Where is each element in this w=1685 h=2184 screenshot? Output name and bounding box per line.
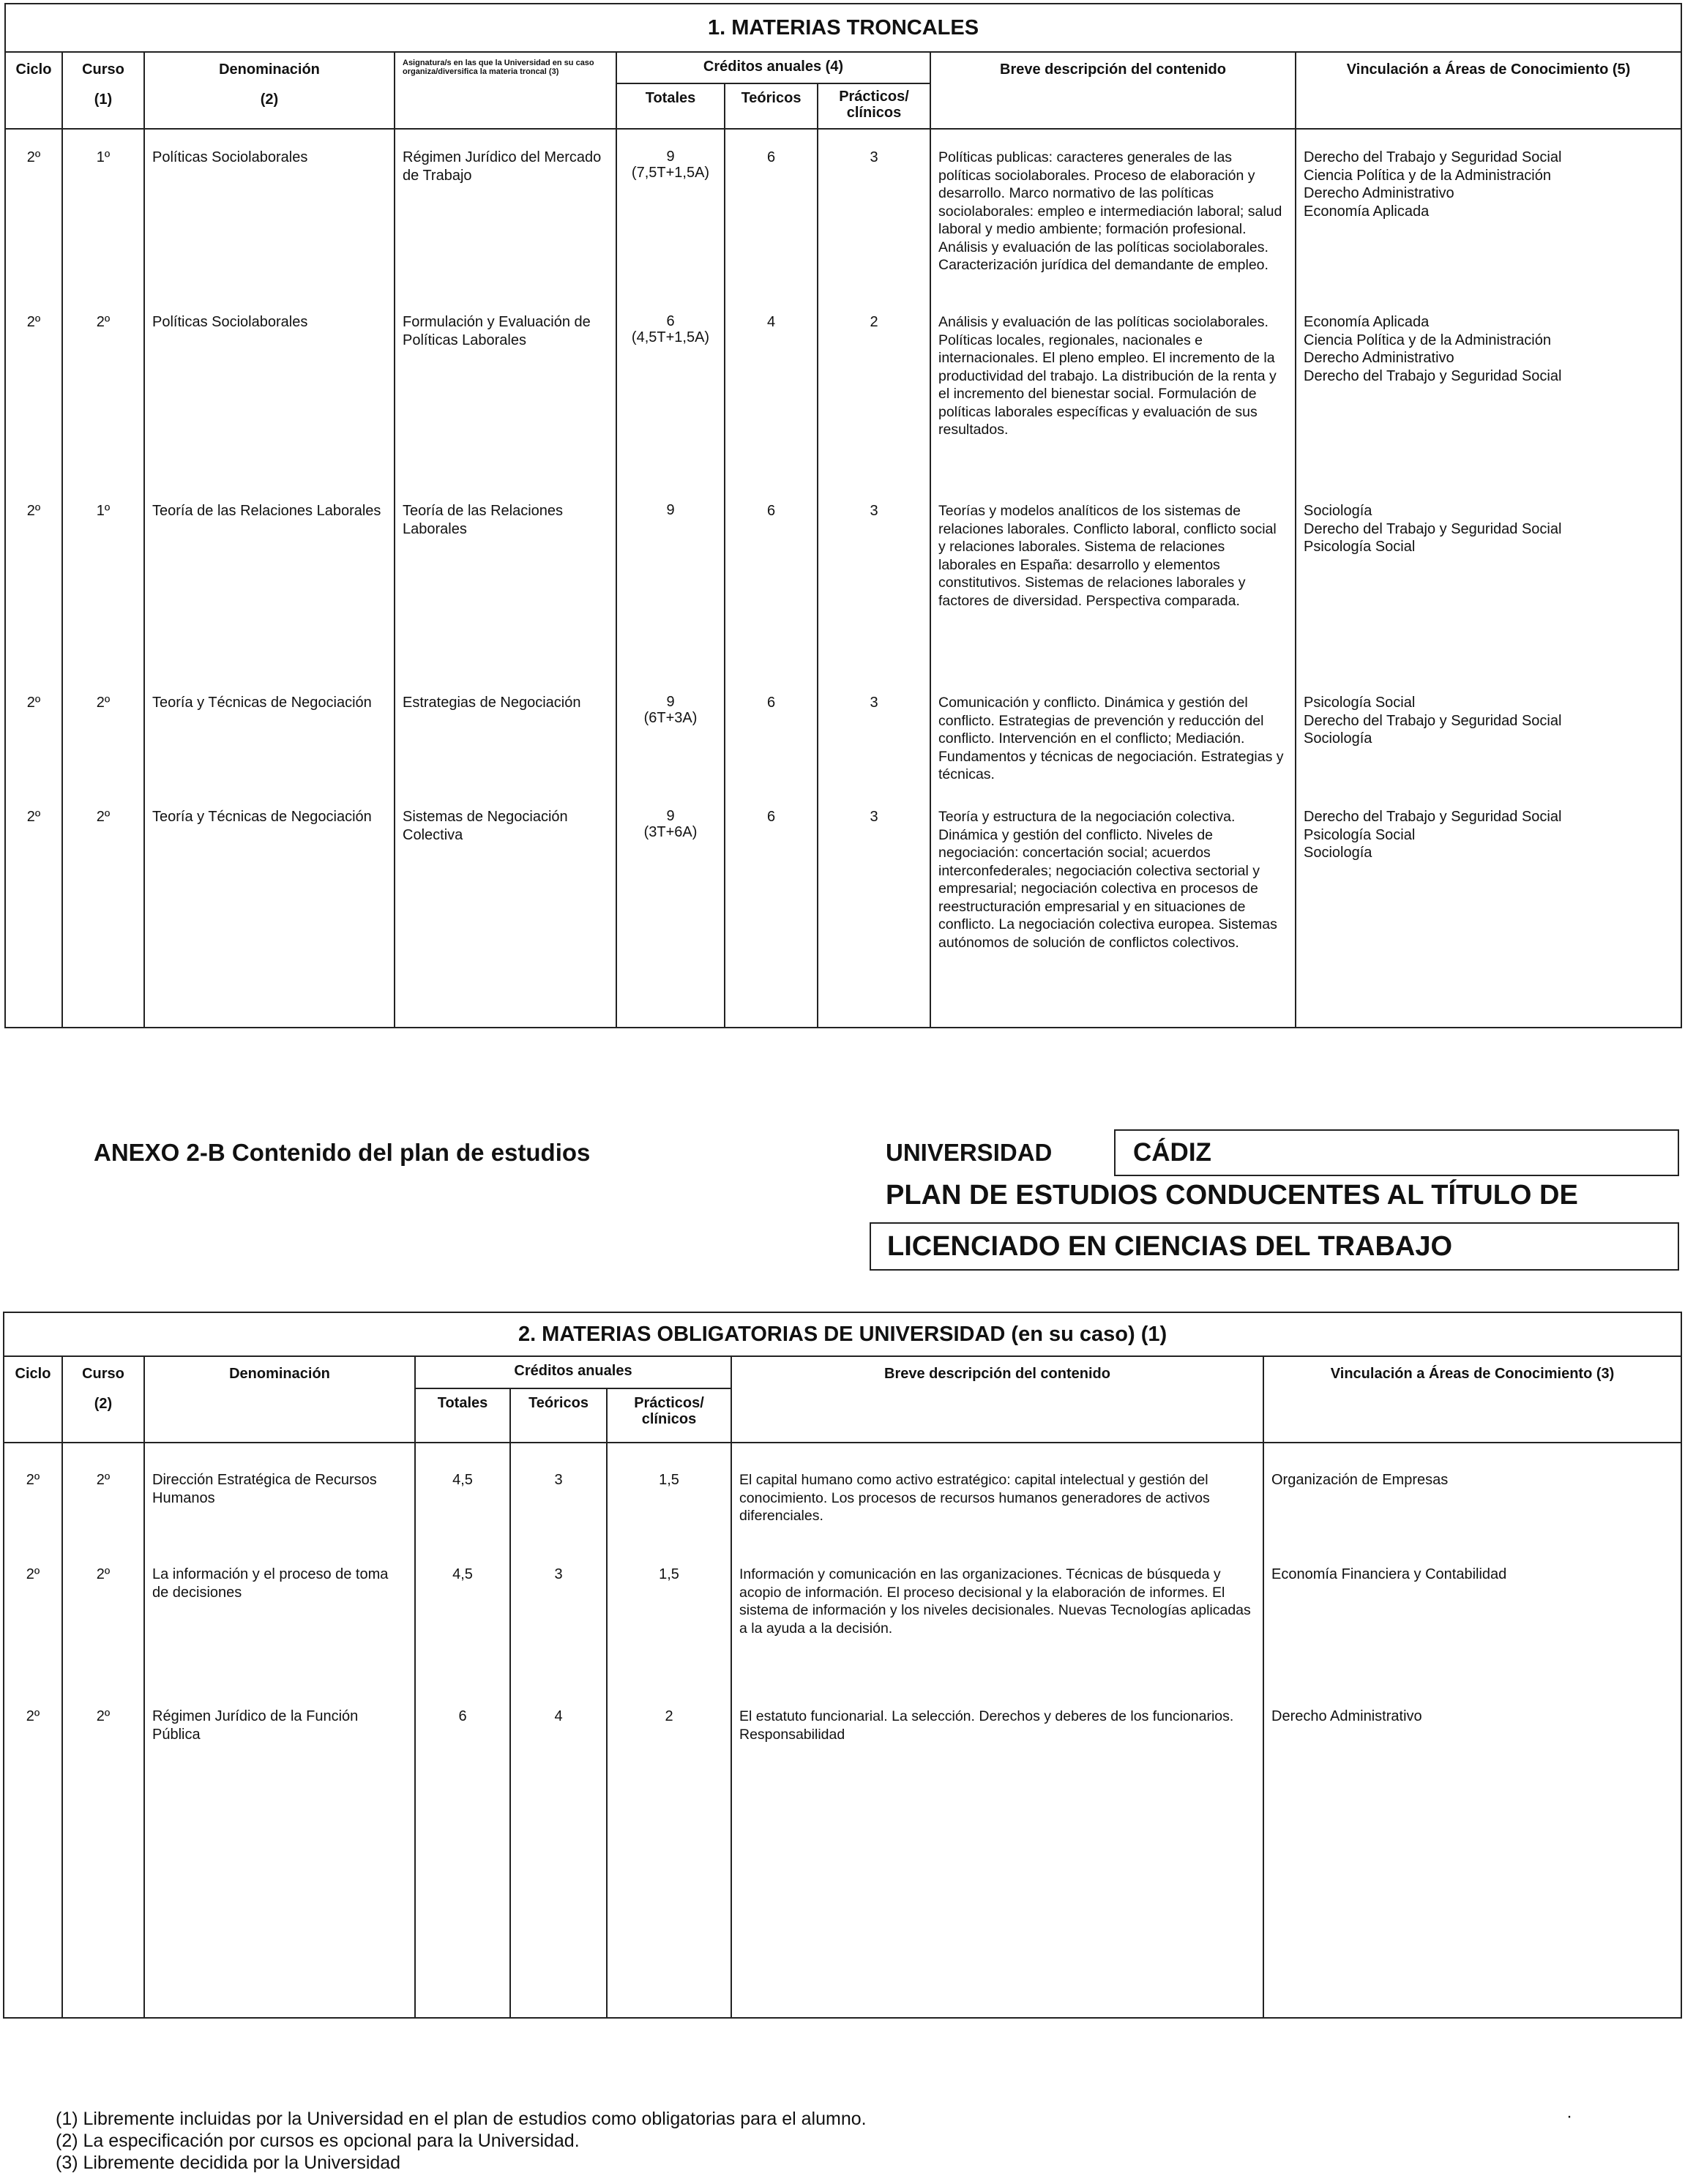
cell-vinculacion: Organización de Empresas [1263, 1443, 1681, 1566]
cell-denominacion: Políticas Sociolaborales [144, 129, 395, 313]
cell-denominacion: Teoría y Técnicas de Negociación [144, 694, 395, 808]
cell-denominacion: Políticas Sociolaborales [144, 313, 395, 502]
header-ciclo: Ciclo [5, 52, 62, 129]
cell-totales: 6 (4,5T+1,5A) [616, 313, 725, 502]
cell-descripcion: Comunicación y conflicto. Dinámica y gestión del conflicto. Estrategias de prevención y reducción del conflicto. Intervención en el conflicto; Mediación. Fundamentos y técnicas de negociación. Estrategias y técnicas. [930, 694, 1296, 808]
cell-practicos: 3 [818, 808, 930, 1028]
cell-vinculacion: Sociología Derecho del Trabajo y Seguridad Social Psicología Social [1296, 502, 1681, 694]
footnotes [56, 2108, 867, 2174]
cell-denominacion: Régimen Jurídico de la Función Pública [144, 1708, 415, 2018]
header-denominacion: Denominación [144, 1356, 415, 1443]
cell-descripcion: Información y comunicación en las organizaciones. Técnicas de búsqueda y acopio de información. El proceso decisional y la elaboración de informes. El sistema de información y los niveles decisionales. Nuevas Tecnologías aplicadas a la ayuda a la decisión. [731, 1566, 1263, 1708]
titulo-box: LICENCIADO EN CIENCIAS DEL TRABAJO [870, 1222, 1679, 1271]
header-descripcion: Breve descripción del contenido [930, 52, 1296, 129]
cell-totales: 9 (7,5T+1,5A) [616, 129, 725, 313]
cell-vinculacion: Psicología Social Derecho del Trabajo y Seguridad Social Sociología [1296, 694, 1681, 808]
cell-totales: 9 [616, 502, 725, 694]
cell-practicos: 3 [818, 502, 930, 694]
cell-ciclo: 2º [5, 313, 62, 502]
table-row [4, 1443, 1681, 1566]
header-vinculacion: Vinculación a Áreas de Conocimiento (3) [1263, 1356, 1681, 1443]
header-practicos: Prácticos/ clínicos [607, 1388, 731, 1443]
cell-teoricos: 4 [510, 1708, 607, 2018]
plan-title-line: PLAN DE ESTUDIOS CONDUCENTES AL TÍTULO DE [886, 1180, 1578, 1211]
cell-curso: 2º [62, 808, 144, 1028]
cell-descripcion: Análisis y evaluación de las políticas sociolaborales. Políticas locales, regionales, nacionales e internacionales. El pleno empleo. El incremento de la productividad del trabajo. La distribución de la renta y el incremento del bienestar social. Formulación de políticas laborales específicas y evaluación de sus resultados. [930, 313, 1296, 502]
table-row [5, 694, 1681, 808]
cell-teoricos: 4 [725, 313, 818, 502]
cell-teoricos: 6 [725, 808, 818, 1028]
cell-curso: 1º [62, 129, 144, 313]
table-row [5, 502, 1681, 694]
header-creditos: Créditos anuales [415, 1356, 731, 1388]
footnote-3: (3) Libremente decidida por la Universidad [56, 2153, 401, 2173]
cell-curso: 2º [62, 1566, 144, 1708]
cell-ciclo: 2º [5, 808, 62, 1028]
cell-practicos: 2 [818, 313, 930, 502]
cell-teoricos: 6 [725, 129, 818, 313]
cell-ciclo: 2º [5, 694, 62, 808]
obligatorias-table [3, 1312, 1682, 2019]
cell-curso: 1º [62, 502, 144, 694]
header-curso: Curso (1) [62, 52, 144, 129]
table-row [5, 808, 1681, 1028]
cell-teoricos: 6 [725, 694, 818, 808]
cell-vinculacion: Derecho Administrativo [1263, 1708, 1681, 2018]
footnote-2: (2) La especificación por cursos es opcional para la Universidad. [56, 2131, 580, 2151]
cell-vinculacion: Economía Aplicada Ciencia Política y de la Administración Derecho Administrativo Derecho del Trabajo y Seguridad Social [1296, 313, 1681, 502]
header-totales: Totales [415, 1388, 510, 1443]
cell-descripcion: El estatuto funcionarial. La selección. Derechos y deberes de los funcionarios. Responsabilidad [731, 1708, 1263, 2018]
cell-teoricos: 3 [510, 1443, 607, 1566]
header-denominacion: Denominación (2) [144, 52, 395, 129]
header-teoricos: Teóricos [510, 1388, 607, 1443]
cell-totales: 4,5 [415, 1443, 510, 1566]
cell-totales: 9 (3T+6A) [616, 808, 725, 1028]
header-vinculacion: Vinculación a Áreas de Conocimiento (5) [1296, 52, 1681, 129]
cell-ciclo: 2º [4, 1566, 62, 1708]
cell-ciclo: 2º [5, 502, 62, 694]
header-creditos: Créditos anuales (4) [616, 52, 930, 83]
cell-descripcion: El capital humano como activo estratégico: capital intelectual y gestión del conocimiento. Los procesos de recursos humanos generadores de activos diferenciales. [731, 1443, 1263, 1566]
cell-curso: 2º [62, 694, 144, 808]
header-asignatura: Asignatura/s en las que la Universidad en su caso organiza/diversifica la materia troncal (3) [395, 52, 616, 129]
table-row [5, 313, 1681, 502]
cell-asignatura: Régimen Jurídico del Mercado de Trabajo [395, 129, 616, 313]
table-row [4, 1708, 1681, 2018]
cell-asignatura: Sistemas de Negociación Colectiva [395, 808, 616, 1028]
footnote-1: (1) Libremente incluidas por la Universidad en el plan de estudios como obligatorias para el alumno. [56, 2109, 867, 2129]
cell-practicos: 2 [607, 1708, 731, 2018]
header-curso: Curso (2) [62, 1356, 144, 1443]
troncales-table [4, 3, 1682, 1028]
header-totales: Totales [616, 83, 725, 129]
stray-mark: · [1566, 2106, 1572, 2126]
cell-denominacion: La información y el proceso de toma de decisiones [144, 1566, 415, 1708]
cell-teoricos: 6 [725, 502, 818, 694]
anexo-label: ANEXO 2-B Contenido del plan de estudios [94, 1139, 591, 1166]
cell-descripcion: Políticas publicas: caracteres generales de las políticas sociolaborales. Proceso de elaboración y desarrollo. Marco normativo de las políticas sociolaborales: empleo e intermediación laboral; salud laboral y medio ambiente; formación profesional. Análisis y evaluación de las políticas sociolaborales. Caracterización jurídica del demandante de empleo. [930, 129, 1296, 313]
cell-vinculacion: Economía Financiera y Contabilidad [1263, 1566, 1681, 1708]
cell-asignatura: Estrategias de Negociación [395, 694, 616, 808]
cell-vinculacion: Derecho del Trabajo y Seguridad Social Psicología Social Sociología [1296, 808, 1681, 1028]
cell-practicos: 3 [818, 129, 930, 313]
header-ciclo: Ciclo [4, 1356, 62, 1443]
cell-ciclo: 2º [5, 129, 62, 313]
header-practicos: Prácticos/ clínicos [818, 83, 930, 129]
cell-denominacion: Dirección Estratégica de Recursos Humanos [144, 1443, 415, 1566]
header-descripcion: Breve descripción del contenido [731, 1356, 1263, 1443]
cell-practicos: 1,5 [607, 1443, 731, 1566]
cell-curso: 2º [62, 1443, 144, 1566]
cell-totales: 4,5 [415, 1566, 510, 1708]
cell-ciclo: 2º [4, 1708, 62, 2018]
universidad-label: UNIVERSIDAD [886, 1139, 1053, 1166]
header-teoricos: Teóricos [725, 83, 818, 129]
cell-practicos: 3 [818, 694, 930, 808]
universidad-box: CÁDIZ [1114, 1129, 1679, 1176]
table-row [5, 129, 1681, 313]
cell-totales: 6 [415, 1708, 510, 2018]
cell-descripcion: Teoría y estructura de la negociación colectiva. Dinámica y gestión del conflicto. Niveles de negociación: concertación social; acuerdos interconfederales; negociación colectiva sectorial y empresarial; negociación colectiva en procesos de reestructuración empresarial y en situaciones de conflicto. La negociación colectiva europea. Sistemas autónomos de solución de conflictos colectivos. [930, 808, 1296, 1028]
cell-teoricos: 3 [510, 1566, 607, 1708]
cell-ciclo: 2º [4, 1443, 62, 1566]
cell-curso: 2º [62, 313, 144, 502]
cell-asignatura: Teoría de las Relaciones Laborales [395, 502, 616, 694]
cell-practicos: 1,5 [607, 1566, 731, 1708]
cell-denominacion: Teoría y Técnicas de Negociación [144, 808, 395, 1028]
cell-denominacion: Teoría de las Relaciones Laborales [144, 502, 395, 694]
cell-descripcion: Teorías y modelos analíticos de los sistemas de relaciones laborales. Conflicto laboral, conflicto social y relaciones laborales. Sistema de relaciones laborales en España: desarrollo y elementos constitutivos. Sistemas de relaciones laborales y factores de diversidad. Perspectiva comparada. [930, 502, 1296, 694]
cell-curso: 2º [62, 1708, 144, 2018]
cell-vinculacion: Derecho del Trabajo y Seguridad Social Ciencia Política y de la Administración Derecho Administrativo Economía Aplicada [1296, 129, 1681, 313]
cell-totales: 9 (6T+3A) [616, 694, 725, 808]
cell-asignatura: Formulación y Evaluación de Políticas Laborales [395, 313, 616, 502]
table-row [4, 1566, 1681, 1708]
obligatorias-title: 2. MATERIAS OBLIGATORIAS DE UNIVERSIDAD (en su caso) (1) [4, 1312, 1681, 1356]
troncales-title: 1. MATERIAS TRONCALES [5, 4, 1681, 52]
